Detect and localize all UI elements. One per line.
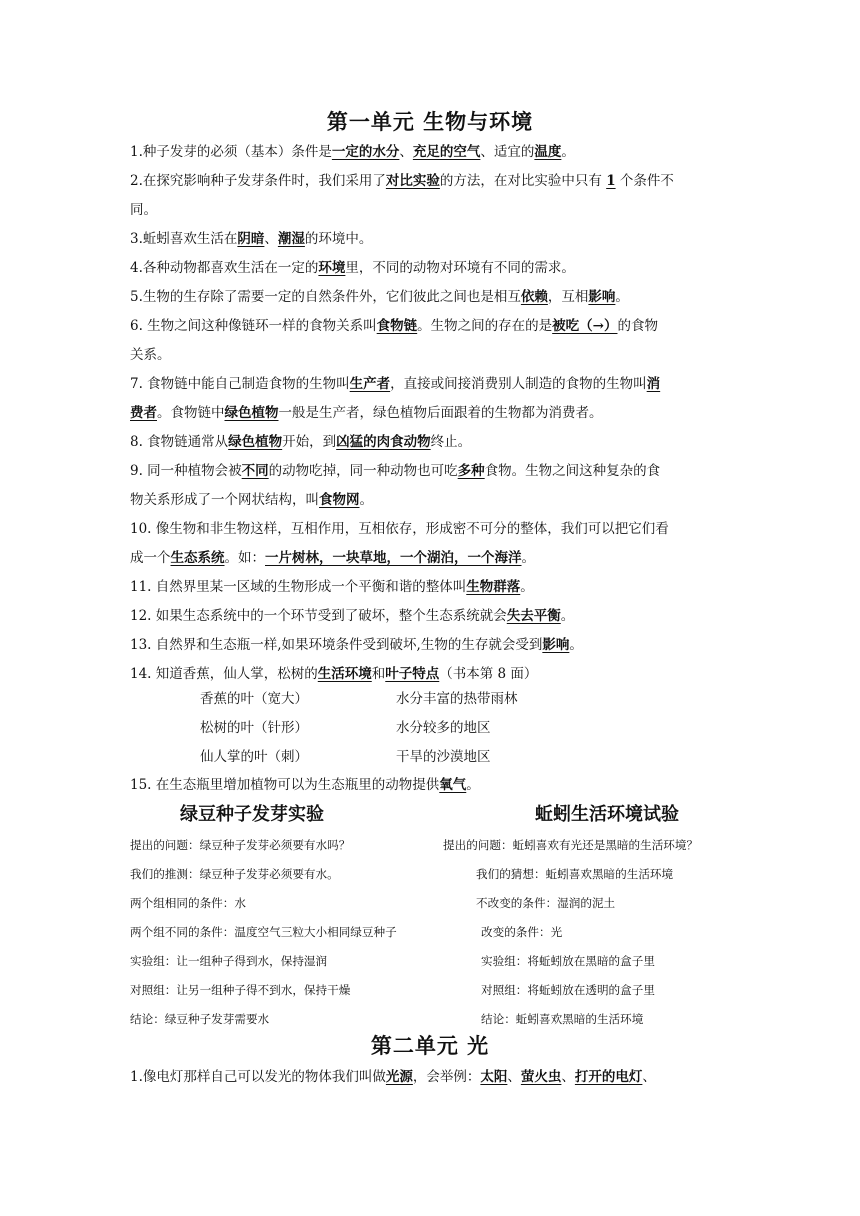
text-span: 。 — [520, 579, 534, 595]
key-term: 一定的水分 — [331, 144, 400, 160]
unit1-item-line — [130, 634, 730, 656]
text-span: 12. 如果生态系统中的一个环节受到了破坏，整个生态系统就会 — [130, 608, 507, 624]
text-span: 。 — [521, 550, 535, 566]
key-term: 光源 — [385, 1069, 413, 1085]
text-span: 。食物链中 — [157, 405, 225, 421]
text-span: 1.种子发芽的必须（基本）条件是 — [130, 144, 332, 160]
key-term: 萤火虫 — [520, 1069, 562, 1085]
text-span: 和 — [371, 666, 386, 682]
text-span: 的食物 — [617, 318, 658, 334]
text-span: 成一个 — [130, 550, 171, 566]
experiment-line: 不改变的条件：湿润的泥土 — [476, 896, 616, 910]
text-span: 。 — [569, 637, 583, 653]
unit1-item-line — [130, 576, 730, 598]
unit2-item-1 — [130, 1066, 730, 1088]
unit1-item-line — [130, 663, 730, 685]
key-term: 费者 — [130, 405, 157, 421]
key-term: 环境 — [318, 260, 346, 276]
key-term: 影响 — [542, 637, 570, 653]
unit1-item-line — [130, 199, 730, 221]
unit1-item-line — [130, 228, 730, 250]
text-span: 。 — [561, 144, 575, 160]
key-term: 对比实验 — [385, 173, 440, 189]
unit1-item-15 — [130, 774, 730, 796]
text-span: 9. 同一种植物会被 — [130, 463, 242, 479]
leaf-cell: 香蕉的叶（宽大） — [200, 691, 308, 707]
experiment-line: 实验组：让一组种子得到水，保持湿润 — [130, 954, 328, 968]
text-span: 4.各种动物都喜欢生活在一定的 — [130, 260, 319, 276]
text-span: 3.蚯蚓喜欢生活在 — [130, 231, 238, 247]
text-span: ，会举例： — [412, 1069, 481, 1085]
key-term: 叶子特点 — [385, 666, 440, 682]
experiment-line: 对照组：让另一组种子得不到水，保持干燥 — [130, 983, 351, 997]
unit1-item-line — [130, 344, 730, 366]
experiment-line: 结论：蚯蚓喜欢黑暗的生活环境 — [481, 1012, 644, 1026]
unit1-item-line — [130, 547, 730, 569]
text-span: 。 — [359, 492, 373, 508]
text-span: 14. 知道香蕉，仙人掌，松树的 — [130, 666, 318, 682]
unit2-title: 第二单元 光 — [370, 1034, 490, 1058]
text-span: 2.在探究影响种子发芽条件时，我们采用了 — [130, 173, 386, 189]
unit1-item-line — [130, 460, 730, 482]
experiment-line: 两个组相同的条件：水 — [130, 896, 246, 910]
unit1-item-line — [130, 257, 730, 279]
text-span: 7. 食物链中能自己制造食物的生物叫 — [130, 376, 350, 392]
text-span: 食物。生物之间这种复杂的食 — [484, 463, 661, 479]
text-span: 的动物吃掉，同一种动物也可吃 — [268, 463, 458, 479]
text-span: 10. 像生物和非生物这样，互相作用，互相依存，形成密不可分的整体，我们可以把它们看 — [130, 521, 669, 537]
text-span: 关系。 — [130, 347, 171, 363]
text-span: 。如： — [224, 550, 265, 566]
experiment-line: 改变的条件：光 — [481, 925, 563, 939]
text-span: 的方法，在对比实验中只有 — [439, 173, 607, 189]
key-term: 食物网 — [319, 492, 360, 508]
unit1-item-line — [130, 286, 730, 308]
text-span: 一般是生产者，绿色植物后面跟着的生物都为消费者。 — [278, 405, 603, 421]
key-term: 阴暗 — [237, 231, 265, 247]
text-span: 。生物之间的存在的是 — [417, 318, 553, 334]
key-term: 氧气 — [439, 777, 467, 793]
leaf-cell: 松树的叶（针形） — [200, 720, 308, 736]
key-term: 生产者 — [349, 376, 391, 392]
unit1-item-line — [130, 605, 730, 627]
text-span: 个条件不 — [615, 173, 674, 189]
text-span: 、 — [399, 144, 413, 160]
text-span: 11. 自然界里某一区域的生物形成一个平衡和谐的整体叫 — [130, 579, 467, 595]
text-span: 、适宜的 — [480, 144, 535, 160]
text-span: 5.生物的生存除了需要一定的自然条件外，它们彼此之间也是相互 — [130, 289, 521, 305]
experiment-line: 我们的推测：绿豆种子发芽必须要有水。 — [130, 867, 339, 881]
text-span: 同。 — [130, 202, 157, 218]
key-term: 温度 — [534, 144, 562, 160]
text-span: 6. 生物之间这种像链环一样的食物关系叫 — [130, 318, 377, 334]
key-term: 打开的电灯 — [574, 1069, 643, 1085]
key-term: 依赖 — [520, 289, 548, 305]
key-term: 影响 — [588, 289, 616, 305]
text-span: 终止。 — [430, 434, 472, 450]
text-span: 。 — [615, 289, 629, 305]
experiment-line: 提出的问题：绿豆种子发芽必须要有水吗？ — [130, 838, 351, 852]
environment-cell: 水分丰富的热带雨林 — [396, 691, 518, 707]
key-term: 太阳 — [480, 1069, 508, 1085]
text-span: 里，不同的动物对环境有不同的需求。 — [345, 260, 575, 276]
key-term: 充足的空气 — [412, 144, 481, 160]
key-term: 失去平衡 — [506, 608, 561, 624]
key-term: 被吃（→） — [552, 318, 618, 334]
text-span: ，直接或间接消费别人制造的食物的生物叫 — [390, 376, 647, 392]
key-term: 生活环境 — [317, 666, 372, 682]
unit1-item-line — [130, 402, 730, 424]
key-term: 生态系统 — [170, 550, 225, 566]
text-span: 8. 食物链通常从 — [130, 434, 229, 450]
unit1-item-line — [130, 518, 730, 540]
unit1-item-line — [130, 373, 730, 395]
text-span: （书本第 8 面） — [439, 666, 538, 682]
experiment-line: 提出的问题：蚯蚓喜欢有光还是黑暗的生活环境？ — [443, 838, 699, 852]
text-span: 、 — [264, 231, 278, 247]
mung-bean-experiment-title: 绿豆种子发芽实验 — [180, 804, 324, 825]
text-span: 。 — [560, 608, 575, 624]
key-term: 消 — [646, 376, 661, 392]
environment-cell: 干旱的沙漠地区 — [396, 749, 491, 765]
key-term: 不同 — [241, 463, 269, 479]
leaf-cell: 仙人掌的叶（刺） — [200, 749, 308, 765]
key-term: 生物群落 — [466, 579, 521, 595]
text-span: 。 — [466, 777, 480, 793]
text-span: 、 — [642, 1069, 656, 1085]
earthworm-experiment-title: 蚯蚓生活环境试验 — [535, 804, 679, 825]
key-term: 一片树林，一块草地，一个湖泊，一个海洋 — [265, 550, 522, 566]
experiment-line: 两个组不同的条件：温度空气三粒大小相同绿豆种子 — [130, 925, 397, 939]
key-term: 潮湿 — [277, 231, 305, 247]
text-span: 13. 自然界和生态瓶一样,如果环境条件受到破坏,生物的生存就会受到 — [130, 637, 543, 653]
unit1-item-line — [130, 431, 730, 453]
unit1-item-line — [130, 315, 730, 337]
text-span: 开始，到 — [282, 434, 337, 450]
key-term: 多种 — [457, 463, 485, 479]
key-term: 食物链 — [376, 318, 418, 334]
text-span: ，互相 — [547, 289, 589, 305]
key-term: 绿色植物 — [228, 434, 283, 450]
text-span: 15. 在生态瓶里增加植物可以为生态瓶里的动物提供 — [130, 777, 440, 793]
key-term: 1 — [606, 173, 616, 189]
experiment-line: 结论：绿豆种子发芽需要水 — [130, 1012, 270, 1026]
environment-cell: 水分较多的地区 — [396, 720, 491, 736]
key-term: 绿色植物 — [224, 405, 279, 421]
unit1-item-line — [130, 141, 730, 163]
experiment-line: 我们的猜想：蚯蚓喜欢黑暗的生活环境 — [476, 867, 674, 881]
text-span: 物关系形成了一个网状结构，叫 — [130, 492, 319, 508]
text-span: 、 — [507, 1069, 521, 1085]
experiment-line: 实验组：将蚯蚓放在黑暗的盒子里 — [481, 954, 655, 968]
unit1-item-line — [130, 170, 730, 192]
unit1-title: 第一单元 生物与环境 — [326, 110, 534, 134]
text-span: 1.像电灯那样自己可以发光的物体我们叫做 — [130, 1069, 386, 1085]
text-span: 的环境中。 — [304, 231, 373, 247]
experiment-line: 对照组：将蚯蚓放在透明的盒子里 — [481, 983, 655, 997]
key-term: 凶猛的肉食动物 — [336, 434, 431, 450]
text-span: 、 — [561, 1069, 575, 1085]
unit1-item-line — [130, 489, 730, 511]
